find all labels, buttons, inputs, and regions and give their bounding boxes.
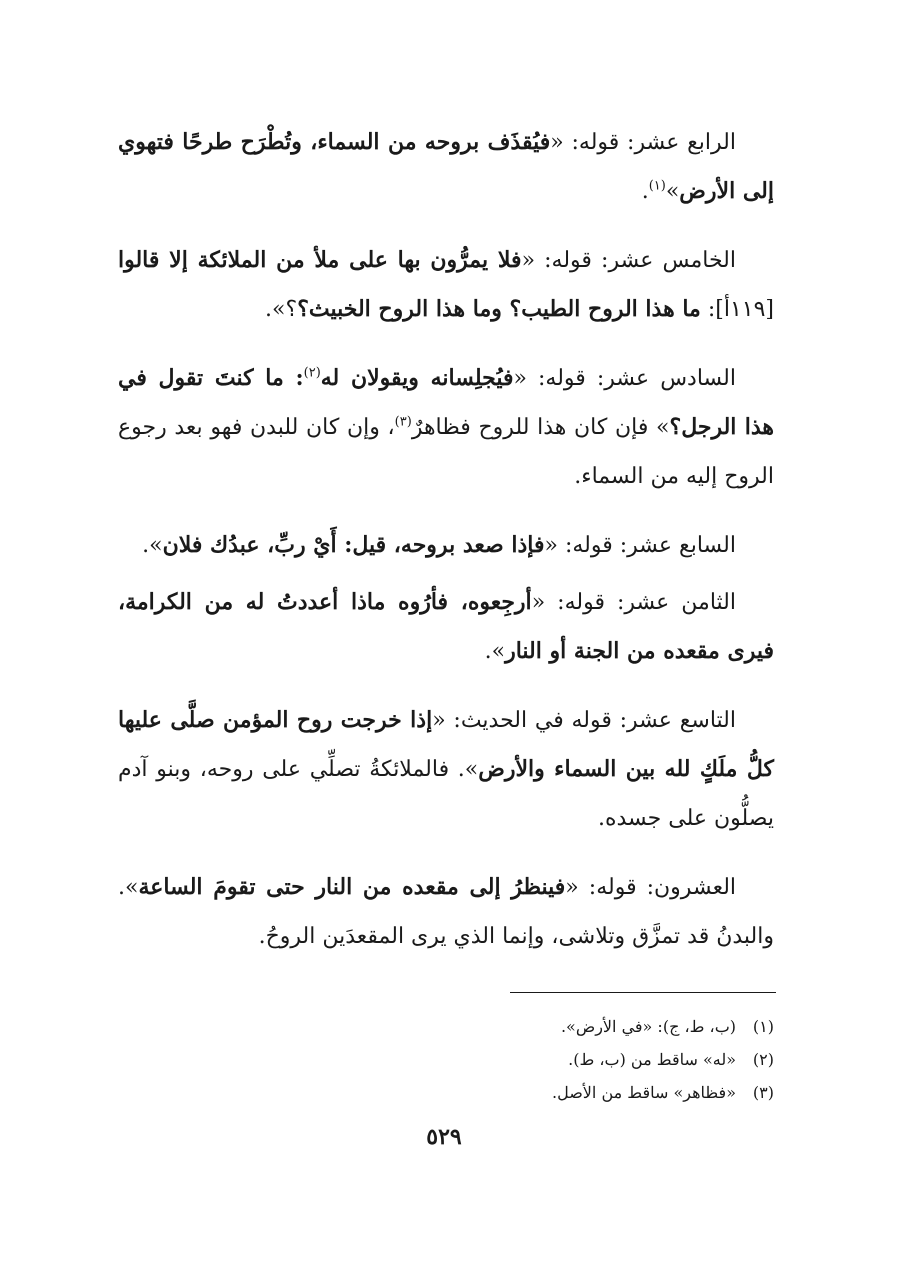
- para-lead: التاسع عشر: قوله في الحديث: «: [432, 708, 736, 733]
- paragraph-20: [118, 863, 774, 961]
- paragraph-17: [118, 521, 774, 570]
- hadith-quote: فإذا صعد بروحه، قيل: أَيْ ربِّ، عبدُك فلان: [162, 532, 545, 558]
- para-tail: ؟».: [265, 297, 298, 322]
- paragraph-19: [118, 696, 774, 843]
- para-tail: ».: [142, 533, 163, 558]
- hadith-quote: ما هذا الروح الطيب؟ وما هذا الروح الخبيث؟: [297, 296, 701, 322]
- para-lead: السابع عشر: قوله: «: [544, 533, 736, 558]
- paragraph-15: [118, 236, 774, 334]
- paragraph-18: [118, 578, 774, 676]
- para-tail: ».: [484, 639, 506, 664]
- footnote-ref-1[interactable]: (١): [648, 178, 666, 194]
- para-tail: ». فالملائكةُ تصلِّي على روحه، وبنو آدم يصلُّون على جسده.: [118, 757, 774, 831]
- footnotes: [400, 1010, 774, 1109]
- hadith-quote: فيُقذَف بروحه من السماء، وتُطْرَح طرحًا فتهوي إلى الأرض: [118, 129, 774, 204]
- para-lead: الخامس عشر: قوله: «: [521, 248, 736, 273]
- hadith-quote: إذا خرجت روح المؤمن صلَّى عليها كلُّ ملَكٍ لله بين السماء والأرض: [118, 707, 774, 782]
- para-lead: الرابع عشر: قوله: «: [550, 130, 736, 155]
- footnote-separator: [510, 992, 776, 993]
- footnote-ref-2[interactable]: (٢): [303, 365, 321, 381]
- para-lead: الثامن عشر: قوله: «: [531, 590, 736, 615]
- footnote-2: [400, 1043, 774, 1076]
- footnote-text: (ب، ط، ج): «في الأرض».: [560, 1017, 736, 1036]
- para-tail: ، وإن كان للبدن فهو بعد رجوع الروح إليه من السماء.: [118, 415, 774, 489]
- hadith-quote: فينظرُ إلى مقعده من النار حتى تقومَ الساعة: [138, 874, 566, 900]
- para-middle: » فإن كان هذا للروح فظاهرٌ: [411, 415, 670, 440]
- hadith-quote: فلا يمرُّون بها على ملأ من الملائكة إلا قالوا: [118, 247, 522, 273]
- footnote-1: [400, 1010, 774, 1043]
- footnote-number: (٢): [752, 1050, 774, 1069]
- footnote-3: [400, 1076, 774, 1109]
- footnote-number: (٣): [752, 1083, 774, 1102]
- paragraph-16: [118, 354, 774, 501]
- para-tail: ». والبدنُ قد تمزَّق وتلاشى، وإنما الذي يرى المقعدَين الروحُ.: [118, 875, 774, 949]
- para-lead: العشرون: قوله: «: [565, 875, 737, 900]
- footnote-ref-3[interactable]: (٣): [394, 414, 412, 430]
- para-lead: السادس عشر: قوله: «: [513, 366, 736, 391]
- footnote-text: «فظاهر» ساقط من الأصل.: [552, 1083, 736, 1102]
- hadith-quote: : ما كنتَ تقول في هذا الرجل؟: [118, 365, 775, 440]
- quote-close: »: [665, 179, 680, 204]
- footnote-text: «له» ساقط من (ب، ط).: [568, 1050, 736, 1069]
- para-tail: .: [641, 179, 649, 204]
- hadith-quote: فيُجلِسانه ويقولان له: [320, 365, 514, 391]
- manuscript-folio-mark: [١١٩أ]:: [700, 297, 774, 322]
- footnote-number: (١): [752, 1017, 774, 1036]
- hadith-quote: أرجِعوه، فأرُوه ماذا أعددتُ له من الكرامة، فيرى مقعده من الجنة أو النار: [118, 589, 774, 664]
- paragraph-14: [118, 118, 774, 216]
- main-text: [118, 118, 774, 981]
- page-number: ٥٢٩: [426, 1124, 462, 1150]
